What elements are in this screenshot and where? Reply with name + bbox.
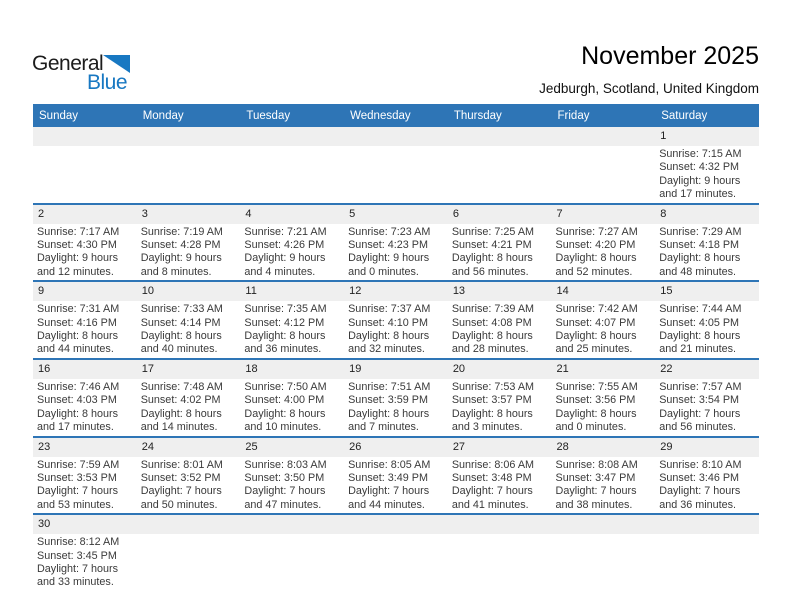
sunrise-text: Sunrise: 7:17 AM — [37, 225, 120, 238]
daylight-cont-text: and 56 minutes. — [659, 421, 737, 434]
sunset-text: Sunset: 3:57 PM — [451, 394, 532, 407]
calendar-day-cell — [344, 301, 448, 357]
sunset-text: Sunset: 4:07 PM — [555, 316, 636, 329]
daylight-text: Daylight: 7 hours — [37, 485, 119, 498]
logo-text-blue: Blue — [87, 71, 128, 94]
calendar-day-cell — [655, 379, 759, 435]
daylight-text: Daylight: 8 hours — [140, 407, 222, 420]
day-number: 17 — [141, 362, 154, 375]
daylight-text: Daylight: 9 hours — [140, 252, 222, 265]
weekday-header-saturday: Saturday — [661, 109, 708, 122]
daylight-cont-text: and 44 minutes. — [348, 498, 425, 511]
daylight-cont-text: and 4 minutes. — [244, 265, 316, 278]
weekday-header-thursday: Thursday — [453, 109, 502, 122]
day-number: 10 — [141, 285, 154, 298]
daylight-text: Daylight: 9 hours — [659, 174, 741, 187]
daylight-cont-text: and 25 minutes. — [555, 343, 633, 356]
daylight-cont-text: and 33 minutes. — [37, 576, 114, 589]
sunset-text: Sunset: 3:48 PM — [451, 471, 532, 484]
daylight-text: Daylight: 8 hours — [244, 330, 326, 343]
sunrise-text: Sunrise: 7:29 AM — [659, 225, 742, 238]
calendar-day-cell — [552, 224, 656, 280]
calendar-day-cell — [448, 534, 552, 590]
daylight-text: Daylight: 8 hours — [451, 407, 533, 420]
page-title: November 2025 — [581, 42, 759, 70]
daylight-text: Daylight: 7 hours — [348, 485, 430, 498]
sunset-text: Sunset: 4:14 PM — [140, 316, 221, 329]
daylight-cont-text: and 53 minutes. — [37, 498, 114, 511]
week-row — [33, 360, 759, 438]
day-number: 4 — [245, 207, 252, 220]
calendar-day-cell — [240, 379, 344, 435]
calendar-day-cell — [448, 379, 552, 435]
daylight-text: Daylight: 8 hours — [555, 407, 637, 420]
week-cells — [33, 224, 759, 281]
daylight-cont-text: and 8 minutes. — [140, 265, 212, 278]
day-number — [552, 127, 656, 146]
sunset-text: Sunset: 3:47 PM — [555, 471, 636, 484]
general-blue-logo — [32, 52, 142, 98]
calendar-day-cell — [552, 534, 656, 590]
sunset-text: Sunset: 4:28 PM — [140, 239, 221, 252]
calendar-day-cell — [344, 457, 448, 513]
sunrise-text: Sunrise: 7:51 AM — [348, 380, 431, 393]
day-number: 8 — [660, 207, 667, 220]
daylight-text: Daylight: 9 hours — [244, 252, 326, 265]
calendar-day-cell — [552, 146, 656, 202]
day-number: 21 — [556, 362, 569, 375]
week-cells — [33, 301, 759, 358]
calendar-day-cell — [655, 534, 759, 590]
calendar-weeks — [33, 127, 759, 591]
day-number: 20 — [452, 362, 466, 375]
sunset-text: Sunset: 4:02 PM — [140, 394, 221, 407]
sunset-text: Sunset: 4:32 PM — [659, 161, 740, 174]
day-number — [448, 127, 552, 146]
day-number — [344, 515, 448, 534]
day-number: 25 — [245, 440, 258, 453]
sunrise-text: Sunrise: 7:59 AM — [37, 458, 120, 471]
calendar-day-cell — [552, 301, 656, 357]
daylight-cont-text: and 40 minutes. — [140, 343, 218, 356]
calendar-day-cell — [344, 379, 448, 435]
daylight-text: Daylight: 8 hours — [451, 330, 533, 343]
calendar-day-cell — [240, 146, 344, 202]
day-number: 28 — [556, 440, 569, 453]
daylight-text: Daylight: 8 hours — [140, 330, 222, 343]
calendar-day-cell — [137, 301, 241, 357]
daylight-text: Daylight: 8 hours — [244, 407, 326, 420]
sunrise-text: Sunrise: 7:27 AM — [555, 225, 638, 238]
sunrise-text: Sunrise: 7:31 AM — [37, 303, 120, 316]
daylight-cont-text: and 48 minutes. — [659, 265, 737, 278]
calendar-day-cell — [344, 534, 448, 590]
sunrise-text: Sunrise: 7:33 AM — [140, 303, 223, 316]
day-number — [448, 515, 552, 534]
sunrise-text: Sunrise: 8:08 AM — [555, 458, 638, 471]
weekday-header-wednesday: Wednesday — [350, 109, 411, 122]
sunrise-text: Sunrise: 7:21 AM — [244, 225, 327, 238]
daylight-cont-text: and 36 minutes. — [244, 343, 322, 356]
day-number: 22 — [660, 362, 673, 375]
daylight-text: Daylight: 7 hours — [555, 485, 637, 498]
daylight-cont-text: and 3 minutes. — [451, 421, 523, 434]
day-number: 16 — [38, 362, 51, 375]
calendar-day-cell — [33, 146, 137, 202]
day-number — [33, 127, 137, 146]
day-number: 27 — [452, 440, 466, 453]
calendar-day-cell — [137, 379, 241, 435]
sunset-text: Sunset: 3:49 PM — [348, 471, 428, 484]
calendar-day-cell — [137, 224, 241, 280]
day-number: 2 — [38, 207, 45, 220]
daylight-cont-text: and 44 minutes. — [37, 343, 114, 356]
calendar-day-cell — [655, 146, 759, 202]
daylight-text: Daylight: 8 hours — [555, 330, 637, 343]
day-number-band — [33, 515, 759, 534]
calendar-day-cell — [448, 146, 552, 202]
page-subtitle: Jedburgh, Scotland, United Kingdom — [539, 81, 759, 96]
sunset-text: Sunset: 3:52 PM — [140, 471, 221, 484]
sunrise-text: Sunrise: 8:05 AM — [348, 458, 431, 471]
sunrise-text: Sunrise: 7:39 AM — [451, 303, 535, 316]
day-number: 9 — [38, 285, 45, 298]
sunset-text: Sunset: 3:45 PM — [37, 549, 117, 562]
calendar-day-cell — [448, 457, 552, 513]
sunset-text: Sunset: 3:54 PM — [659, 394, 740, 407]
day-number: 1 — [660, 130, 667, 142]
daylight-text: Daylight: 8 hours — [37, 407, 119, 420]
day-number: 6 — [452, 207, 459, 220]
daylight-text: Daylight: 8 hours — [348, 330, 430, 343]
week-cells — [33, 534, 759, 591]
daylight-cont-text: and 52 minutes. — [555, 265, 633, 278]
week-row — [33, 438, 759, 516]
daylight-text: Daylight: 9 hours — [348, 252, 430, 265]
daylight-cont-text: and 17 minutes. — [659, 188, 737, 201]
day-number: 5 — [349, 207, 356, 220]
calendar-day-cell — [33, 534, 137, 590]
sunset-text: Sunset: 4:18 PM — [659, 239, 740, 252]
day-number: 11 — [245, 285, 257, 298]
sunrise-text: Sunrise: 8:06 AM — [451, 458, 535, 471]
daylight-text: Daylight: 7 hours — [659, 407, 741, 420]
daylight-text: Daylight: 7 hours — [140, 485, 222, 498]
day-number: 15 — [660, 285, 673, 298]
daylight-cont-text: and 0 minutes. — [348, 265, 419, 278]
daylight-cont-text: and 17 minutes. — [37, 421, 114, 434]
calendar-day-cell — [137, 534, 241, 590]
calendar-day-cell — [448, 224, 552, 280]
day-number — [655, 515, 759, 534]
day-number: 19 — [349, 362, 362, 375]
calendar-day-cell — [137, 457, 241, 513]
sunrise-text: Sunrise: 7:48 AM — [140, 380, 223, 393]
daylight-text: Daylight: 8 hours — [659, 252, 741, 265]
week-cells — [33, 457, 759, 514]
sunrise-text: Sunrise: 7:44 AM — [659, 303, 742, 316]
daylight-cont-text: and 14 minutes. — [140, 421, 218, 434]
sunrise-text: Sunrise: 7:35 AM — [244, 303, 327, 316]
calendar-day-cell — [655, 301, 759, 357]
sunset-text: Sunset: 4:16 PM — [37, 316, 117, 329]
day-number: 13 — [452, 285, 466, 298]
daylight-cont-text: and 56 minutes. — [451, 265, 529, 278]
day-number-band — [33, 360, 759, 379]
sunrise-text: Sunrise: 7:19 AM — [140, 225, 223, 238]
sunset-text: Sunset: 4:21 PM — [451, 239, 532, 252]
sunrise-text: Sunrise: 7:15 AM — [659, 148, 742, 160]
calendar-day-cell — [240, 457, 344, 513]
weekday-header-friday: Friday — [557, 109, 590, 122]
day-number — [552, 515, 656, 534]
day-number: 14 — [556, 285, 569, 298]
week-row — [33, 205, 759, 283]
calendar-day-cell — [448, 301, 552, 357]
daylight-cont-text: and 12 minutes. — [37, 265, 114, 278]
sunrise-text: Sunrise: 8:10 AM — [659, 458, 742, 471]
calendar-day-cell — [240, 301, 344, 357]
week-row — [33, 127, 759, 205]
calendar-day-cell — [344, 146, 448, 202]
weekday-header-tuesday: Tuesday — [246, 109, 291, 122]
week-row — [33, 282, 759, 360]
day-number: 30 — [38, 518, 51, 531]
daylight-cont-text: and 38 minutes. — [555, 498, 633, 511]
week-cells — [33, 146, 759, 203]
sunset-text: Sunset: 4:26 PM — [244, 239, 325, 252]
daylight-text: Daylight: 8 hours — [659, 330, 741, 343]
daylight-cont-text: and 47 minutes. — [244, 498, 322, 511]
sunset-text: Sunset: 4:23 PM — [348, 239, 428, 252]
daylight-cont-text: and 28 minutes. — [451, 343, 529, 356]
calendar-day-cell — [33, 379, 137, 435]
sunset-text: Sunset: 4:03 PM — [37, 394, 117, 407]
sunset-text: Sunset: 4:30 PM — [37, 239, 117, 252]
day-number — [137, 127, 241, 146]
sunset-text: Sunset: 3:53 PM — [37, 471, 117, 484]
calendar-day-cell — [552, 457, 656, 513]
sunrise-text: Sunrise: 8:01 AM — [140, 458, 223, 471]
calendar-day-cell — [240, 224, 344, 280]
daylight-cont-text: and 41 minutes. — [451, 498, 529, 511]
day-number: 29 — [660, 440, 673, 453]
sunrise-text: Sunrise: 8:03 AM — [244, 458, 327, 471]
calendar-table — [33, 104, 759, 591]
week-row — [33, 515, 759, 591]
calendar-day-cell — [33, 457, 137, 513]
daylight-cont-text: and 32 minutes. — [348, 343, 425, 356]
sunset-text: Sunset: 3:46 PM — [659, 471, 740, 484]
daylight-text: Daylight: 9 hours — [37, 252, 119, 265]
sunrise-text: Sunrise: 7:25 AM — [451, 225, 535, 238]
daylight-cont-text: and 0 minutes. — [555, 421, 627, 434]
calendar-day-cell — [344, 224, 448, 280]
day-number-band — [33, 205, 759, 224]
day-number: 24 — [141, 440, 154, 453]
sunrise-text: Sunrise: 7:53 AM — [451, 380, 535, 393]
week-cells — [33, 379, 759, 436]
daylight-text: Daylight: 8 hours — [451, 252, 533, 265]
daylight-cont-text: and 36 minutes. — [659, 498, 737, 511]
daylight-text: Daylight: 8 hours — [37, 330, 119, 343]
calendar-day-cell — [655, 224, 759, 280]
sunrise-text: Sunrise: 7:42 AM — [555, 303, 638, 316]
daylight-cont-text: and 7 minutes. — [348, 421, 419, 434]
sunset-text: Sunset: 4:05 PM — [659, 316, 740, 329]
header-titles — [539, 42, 759, 96]
sunset-text: Sunset: 4:00 PM — [244, 394, 325, 407]
sunset-text: Sunset: 3:59 PM — [348, 394, 428, 407]
daylight-text: Daylight: 7 hours — [451, 485, 533, 498]
calendar-day-cell — [240, 534, 344, 590]
calendar-day-cell — [33, 224, 137, 280]
daylight-cont-text: and 21 minutes. — [659, 343, 737, 356]
sunset-text: Sunset: 3:50 PM — [244, 471, 325, 484]
day-number — [240, 127, 344, 146]
sunrise-text: Sunrise: 7:46 AM — [37, 380, 120, 393]
sunrise-text: Sunrise: 8:12 AM — [37, 536, 120, 549]
daylight-cont-text: and 50 minutes. — [140, 498, 218, 511]
calendar-day-cell — [655, 457, 759, 513]
daylight-text: Daylight: 7 hours — [244, 485, 326, 498]
daylight-cont-text: and 10 minutes. — [244, 421, 322, 434]
sunrise-text: Sunrise: 7:55 AM — [555, 380, 638, 393]
day-number — [137, 515, 241, 534]
day-number-band — [33, 438, 759, 457]
sunrise-text: Sunrise: 7:50 AM — [244, 380, 327, 393]
sunset-text: Sunset: 4:12 PM — [244, 316, 325, 329]
day-number: 12 — [349, 285, 362, 298]
calendar-day-cell — [137, 146, 241, 202]
logo-text-general: General — [32, 52, 104, 75]
day-number-band — [33, 127, 759, 146]
day-number: 23 — [38, 440, 51, 453]
sunrise-text: Sunrise: 7:57 AM — [659, 380, 742, 393]
sunset-text: Sunset: 4:10 PM — [348, 316, 428, 329]
daylight-text: Daylight: 8 hours — [348, 407, 430, 420]
day-number — [240, 515, 344, 534]
sunrise-text: Sunrise: 7:23 AM — [348, 225, 431, 238]
weekday-header-row — [33, 104, 759, 127]
calendar-day-cell — [33, 301, 137, 357]
sunset-text: Sunset: 4:08 PM — [451, 316, 532, 329]
sunset-text: Sunset: 4:20 PM — [555, 239, 636, 252]
day-number — [344, 127, 448, 146]
weekday-header-monday: Monday — [142, 109, 184, 122]
day-number: 18 — [245, 362, 258, 375]
day-number: 26 — [349, 440, 362, 453]
weekday-header-sunday: Sunday — [39, 109, 79, 122]
sunset-text: Sunset: 3:56 PM — [555, 394, 636, 407]
sunrise-text: Sunrise: 7:37 AM — [348, 303, 431, 316]
calendar-day-cell — [552, 379, 656, 435]
day-number-band — [33, 282, 759, 301]
daylight-text: Daylight: 8 hours — [555, 252, 637, 265]
daylight-text: Daylight: 7 hours — [37, 562, 119, 575]
day-number: 3 — [141, 207, 148, 220]
day-number: 7 — [556, 207, 563, 220]
daylight-text: Daylight: 7 hours — [659, 485, 741, 498]
